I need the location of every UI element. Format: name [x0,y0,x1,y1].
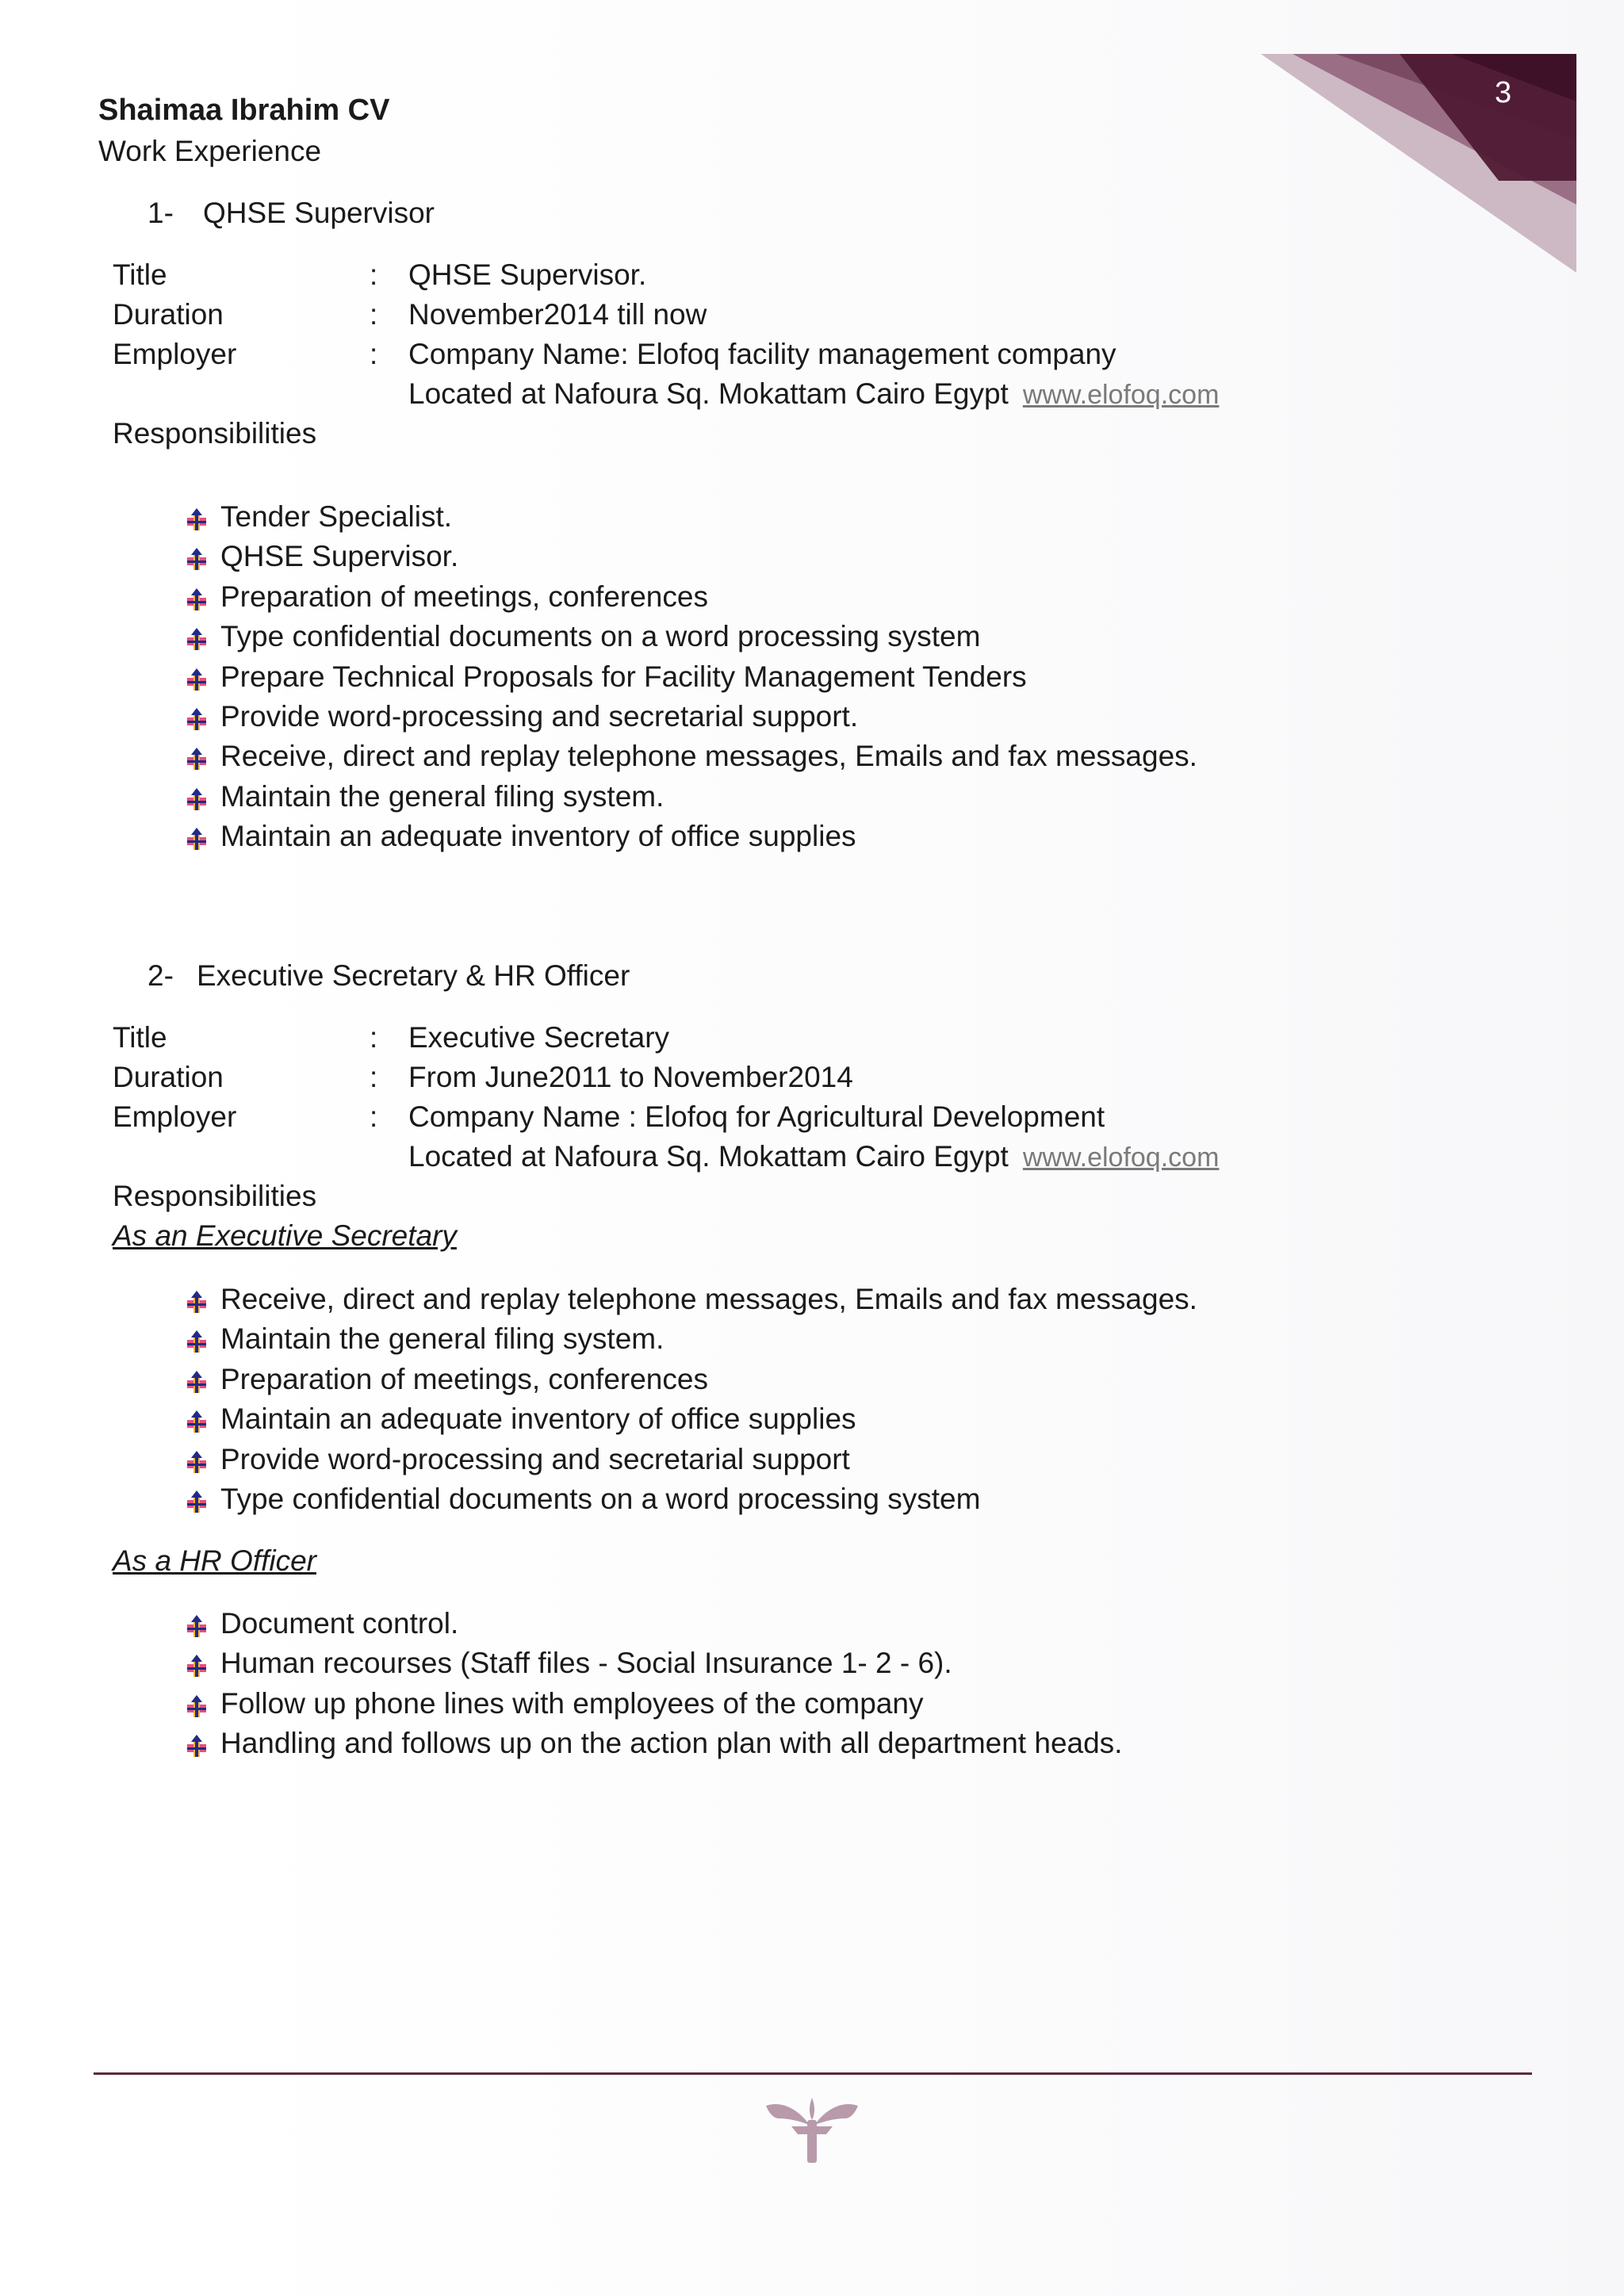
list-item-text: Follow up phone lines with employees of the company [220,1686,924,1720]
list-item-text: Handling and follows up on the action plan with all department heads. [220,1727,1123,1760]
list-item-text: Tender Specialist. [220,500,453,533]
secretary-subheading: As an Executive Secretary [113,1219,457,1252]
job-1-title-row [0,258,1427,298]
list-item [182,617,1197,656]
page-number: 3 [1495,76,1512,109]
arrow-bullet-icon [184,1369,209,1395]
colon: : [370,298,378,331]
list-item-text: Preparation of meetings, conferences [220,580,708,613]
list-item [182,1724,1122,1763]
list-item [182,1644,1122,1683]
field-value: Company Name : Elofoq for Agricultural Development [408,1100,1105,1133]
job-2-employer-row [0,1100,1427,1140]
list-item [182,1360,1197,1399]
arrow-bullet-icon [184,1489,209,1514]
arrow-bullet-icon [184,1733,209,1758]
colon: : [370,1061,378,1093]
website-link[interactable]: www.elofoq.com [1022,1142,1220,1173]
list-item [182,1604,1122,1644]
arrow-bullet-icon [184,1693,209,1719]
list-item-text: Maintain an adequate inventory of office supplies [220,820,856,853]
job-1-employer-row [0,338,1427,377]
job-1-heading-text: QHSE Supervisor [203,197,435,229]
hr-responsibilities-list [182,1604,1122,1764]
arrow-bullet-icon [184,1289,209,1314]
list-item [182,697,1197,737]
list-item [182,777,1197,817]
arrow-bullet-icon [184,626,209,652]
field-value: QHSE Supervisor. [408,258,647,291]
colon: : [370,338,378,370]
location-text [408,377,1219,411]
list-item-text: Prepare Technical Proposals for Facility Management Tenders [220,660,1027,693]
footer-logo-icon [763,2098,861,2163]
list-item [182,497,1197,537]
footer-rule [94,2072,1532,2075]
colon: : [370,1021,378,1054]
arrow-bullet-icon [184,507,209,532]
job-2-heading-text: Executive Secretary & HR Officer [197,959,630,992]
arrow-bullet-icon [184,546,209,572]
list-item-text: Maintain an adequate inventory of office supplies [220,1402,856,1436]
field-label: Title [113,1021,167,1054]
job-2-duration-row [0,1061,1427,1100]
list-item-text: Type confidential documents on a word processing system [220,1482,981,1515]
arrow-bullet-icon [184,1329,209,1354]
job-2-number: 2- [147,959,174,992]
list-item-text: Maintain the general filing system. [220,779,665,813]
list-item-text: QHSE Supervisor. [220,540,459,573]
field-value: November2014 till now [408,298,707,331]
document-title: Shaimaa Ibrahim CV [98,94,390,127]
list-item-text: Human recourses (Staff files - Social Insurance 1- 2 - 6). [220,1647,952,1680]
list-item [182,1440,1197,1479]
location-value: Located at Nafoura Sq. Mokattam Cairo Egypt [408,377,1009,410]
list-item [182,537,1197,576]
field-value: Company Name: Elofoq facility management company [408,338,1116,370]
arrow-bullet-icon [184,587,209,612]
job-2-title-row [0,1021,1427,1061]
location-text [408,1140,1219,1173]
list-item [182,1280,1197,1319]
arrow-bullet-icon [184,667,209,692]
job-1-duration-row [0,298,1427,338]
list-item-text: Receive, direct and replay telephone messages, Emails and fax messages. [220,740,1197,773]
field-value: Executive Secretary [408,1021,670,1054]
colon: : [370,258,378,291]
section-label: Work Experience [98,135,322,167]
arrow-bullet-icon [184,786,209,812]
list-item-text: Provide word-processing and secretarial support [220,1442,850,1475]
arrow-bullet-icon [184,826,209,851]
job-1-responsibilities-label: Responsibilities [113,417,317,450]
list-item [182,737,1197,776]
corner-triangles-decoration [1261,54,1576,273]
field-label: Employer [113,1100,237,1133]
job-1-heading [147,197,435,230]
list-item [182,1399,1197,1439]
job-1-responsibilities-list [182,497,1197,857]
colon: : [370,1100,378,1133]
hr-subheading: As a HR Officer [113,1544,316,1577]
arrow-bullet-icon [184,1449,209,1475]
arrow-bullet-icon [184,706,209,732]
list-item-text: Maintain the general filing system. [220,1322,665,1356]
list-item-text: Receive, direct and replay telephone messages, Emails and fax messages. [220,1283,1197,1315]
arrow-bullet-icon [184,1409,209,1434]
arrow-bullet-icon [184,1653,209,1678]
list-item-text: Provide word-processing and secretarial support. [220,699,859,733]
list-item [182,1319,1197,1359]
job-2-responsibilities-label: Responsibilities [113,1180,317,1212]
list-item [182,1684,1122,1724]
field-value: From June2011 to November2014 [408,1061,853,1093]
job-1-location-row [0,377,1427,417]
arrow-bullet-icon [184,746,209,771]
list-item [182,657,1197,697]
website-link[interactable]: www.elofoq.com [1022,380,1220,410]
job-1-number: 1- [147,197,174,229]
list-item-text: Preparation of meetings, conferences [220,1362,708,1395]
location-value: Located at Nafoura Sq. Mokattam Cairo Egypt [408,1140,1009,1173]
list-item-text: Type confidential documents on a word processing system [220,620,981,653]
job-2-location-row [0,1140,1427,1180]
field-label: Duration [113,1061,224,1093]
list-item [182,817,1197,856]
list-item [182,577,1197,617]
field-label: Duration [113,298,224,331]
arrow-bullet-icon [184,1613,209,1639]
job-2-heading [147,959,630,993]
secretary-responsibilities-list [182,1280,1197,1519]
field-label: Employer [113,338,237,370]
list-item-text: Document control. [220,1607,459,1640]
field-label: Title [113,258,167,291]
list-item [182,1479,1197,1519]
